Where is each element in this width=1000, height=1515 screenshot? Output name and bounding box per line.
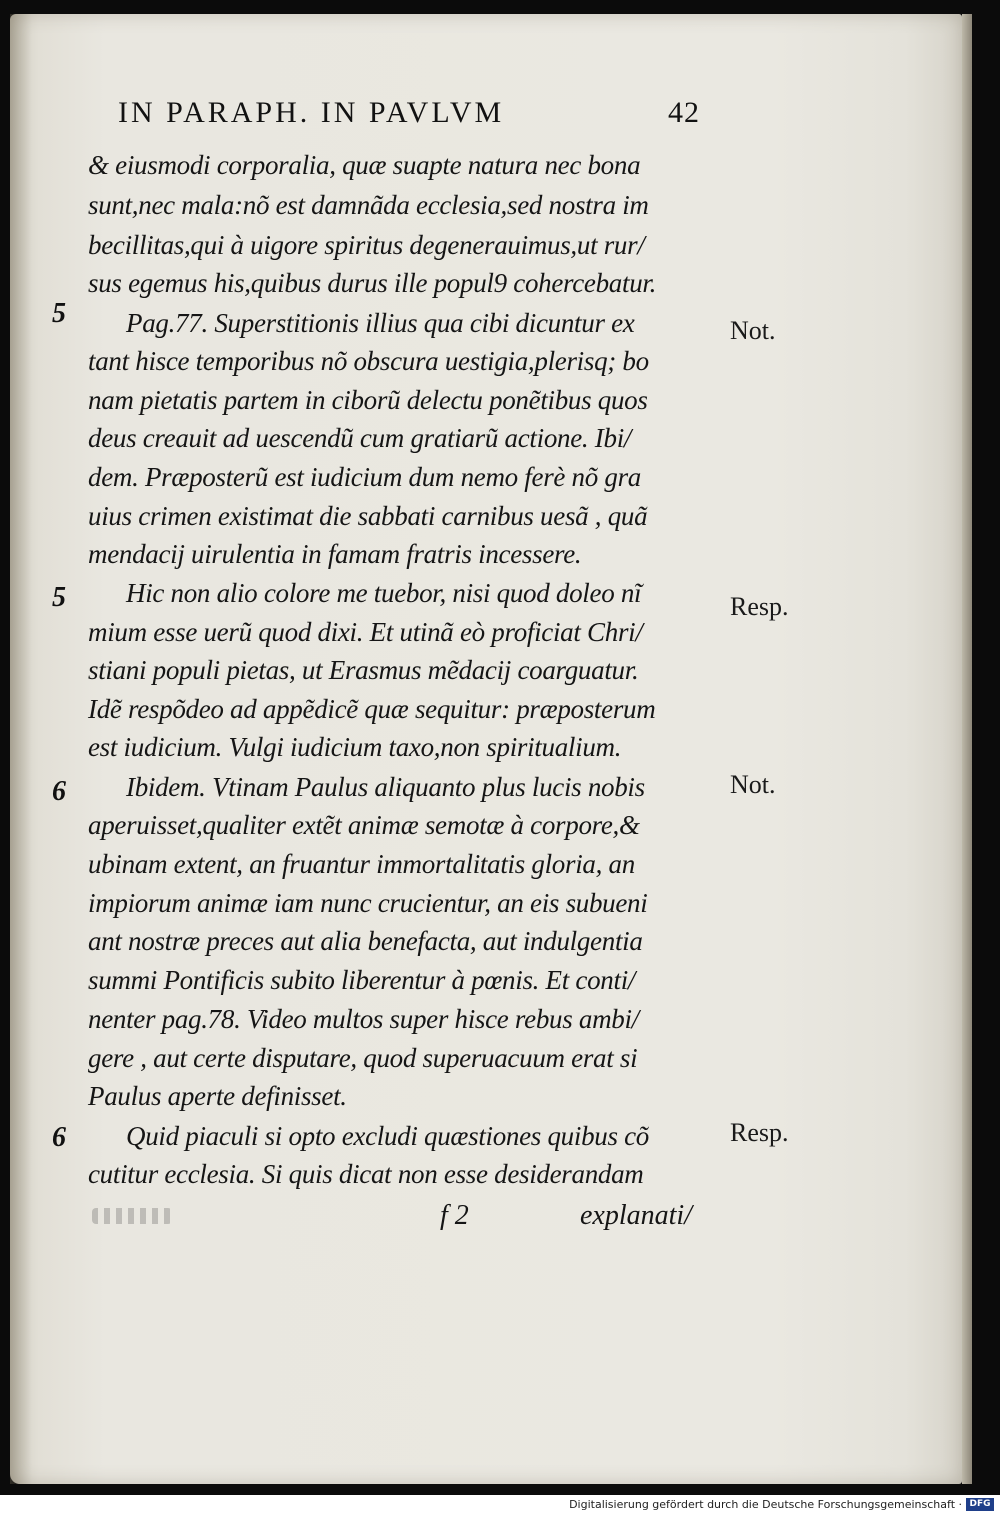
text-line: uius crimen existimat die sabbati carnibus uesã , quã <box>88 501 648 531</box>
ink-smudge <box>92 1208 172 1224</box>
catchword: explanati/ <box>580 1200 692 1231</box>
text-line: deus creauit ad uescendũ cum gratiarũ actione. Ibi/ <box>88 423 632 453</box>
margin-note: Not. <box>730 770 776 799</box>
text-line: aperuisset,qualiter extẽt animæ semotæ à corpore,& <box>88 810 640 840</box>
text-line: Idẽ respõdeo ad appẽdicẽ quæ sequitur: præposterum <box>88 694 656 724</box>
text-line: gere , aut certe disputare, quod superuacuum erat si <box>88 1043 638 1073</box>
text-line: becillitas,qui à uigore spiritus degenerauimus,ut rur/ <box>88 230 645 260</box>
text-line: mium esse uerũ quod dixi. Et utinã eò proficiat Chri/ <box>88 617 643 647</box>
text-line: stiani populi pietas, ut Erasmus mẽdacij coarguatur. <box>88 655 639 685</box>
dfg-logo: DFG <box>966 1498 994 1511</box>
text-line: tant hisce temporibus nõ obscura uestigia,plerisq; bo <box>88 346 649 376</box>
text-line: nam pietatis partem in ciborũ delectu ponẽtibus quos <box>88 385 648 415</box>
text-line: Quid piaculi si opto excludi quæstiones quibus cõ <box>126 1121 650 1151</box>
digitization-footer <box>0 1496 1000 1515</box>
text-line: nenter pag.78. Video multos super hisce rebus ambi/ <box>88 1004 639 1034</box>
text-line: summi Pontificis subito liberentur à pœnis. Et conti/ <box>88 965 636 995</box>
line-number: 5 <box>52 298 66 329</box>
footer-credit: Digitalisierung gefördert durch die Deutsche Forschungsgemeinschaft · <box>569 1498 962 1511</box>
text-line: ubinam extent, an fruantur immortalitatis gloria, an <box>88 849 635 879</box>
line-number: 5 <box>52 582 66 613</box>
page-edge <box>962 14 972 1484</box>
margin-note: Resp. <box>730 592 789 621</box>
folio-number: 42 <box>668 96 700 129</box>
text-line: Paulus aperte definisset. <box>88 1081 347 1111</box>
text-line: Pag.77. Superstitionis illius qua cibi dicuntur ex <box>126 308 635 338</box>
signature-mark: f 2 <box>440 1200 469 1231</box>
running-head-title: IN PARAPH. IN PAVLVM <box>118 96 505 129</box>
text-line: ant nostræ preces aut alia benefacta, aut indulgentia <box>88 926 643 956</box>
text-line: cutitur ecclesia. Si quis dicat non esse desiderandam <box>88 1159 644 1189</box>
running-head <box>118 96 718 136</box>
text-line: mendacij uirulentia in famam fratris incessere. <box>88 539 582 569</box>
margin-note: Resp. <box>730 1118 789 1147</box>
text-line: sunt,nec mala:nõ est damnãda ecclesia,sed nostra im <box>88 190 649 220</box>
text-line: Ibidem. Vtinam Paulus aliquanto plus lucis nobis <box>126 772 645 802</box>
line-number: 6 <box>52 776 66 807</box>
text-line: Hic non alio colore me tuebor, nisi quod doleo nĩ <box>126 578 642 608</box>
line-number: 6 <box>52 1122 66 1153</box>
text-line: & eiusmodi corporalia, quæ suapte natura nec bona <box>88 150 641 180</box>
text-line: impiorum animæ iam nunc crucientur, an eis subueni <box>88 888 648 918</box>
text-line: est iudicium. Vulgi iudicium taxo,non spiritualium. <box>88 732 622 762</box>
text-line: sus egemus his,quibus durus ille popul9 cohercebatur. <box>88 268 657 298</box>
margin-note: Not. <box>730 316 776 345</box>
text-line: dem. Præposterũ est iudicium dum nemo ferè nõ gra <box>88 462 641 492</box>
